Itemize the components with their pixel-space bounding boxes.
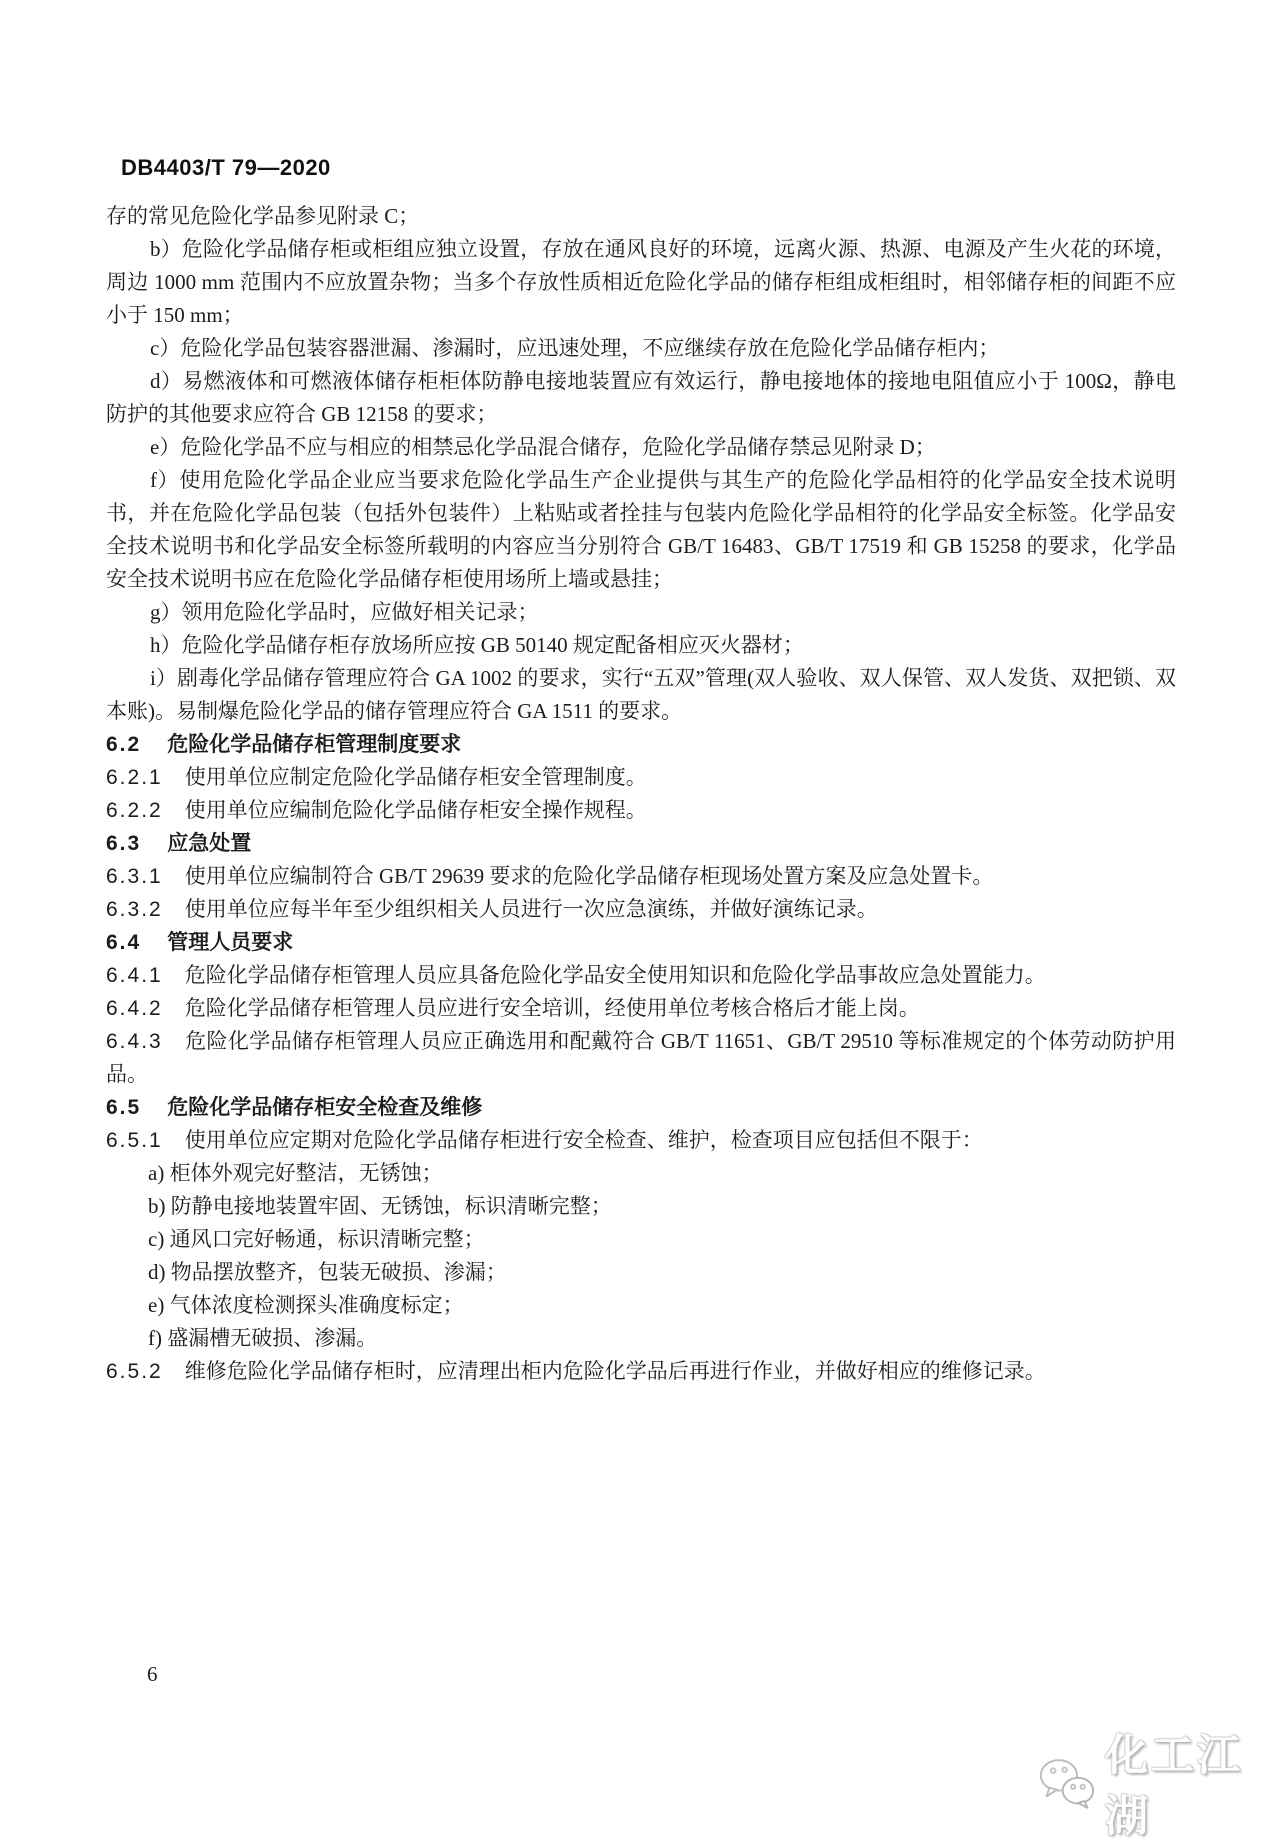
clause-text: 使用单位应每半年至少组织相关人员进行一次应急演练，并做好演练记录。 <box>184 897 878 921</box>
list-item-i: i）剧毒化学品储存管理应符合 GA 1002 的要求，实行“五双”管理(双人验收、双人保管、双人发货、双把锁、双本账)。易制爆危险化学品的储存管理应符合 GA 1511 的要求。 <box>106 666 1176 723</box>
wechat-icon <box>1038 1755 1097 1811</box>
standard-code-header: DB4403/T 79—2020 <box>121 155 331 180</box>
section-title: 应急处置 <box>167 832 252 855</box>
check-item-d: d) 物品摆放整齐，包装无破损、渗漏； <box>148 1260 507 1284</box>
page-number: 6 <box>147 1662 158 1686</box>
section-number: 6.3 <box>106 832 142 855</box>
section-title: 危险化学品储存柜安全检查及维修 <box>167 1096 483 1119</box>
brand-watermark <box>1038 1722 1280 1844</box>
clause-text: 使用单位应编制危险化学品储存柜安全操作规程。 <box>184 798 647 822</box>
clause-text: 危险化学品储存柜管理人员应进行安全培训，经使用单位考核合格后才能上岗。 <box>184 996 920 1020</box>
section-heading-6-3 <box>106 827 1176 860</box>
clause-text: 危险化学品储存柜管理人员应正确选用和配戴符合 GB/T 11651、GB/T 29510 等标准规定的个体劳动防护用品。 <box>106 1029 1176 1086</box>
list-item-f: f）使用危险化学品企业应当要求危险化学品生产企业提供与其生产的危险化学品相符的化学品安全技术说明书，并在危险化学品包装（包括外包装件）上粘贴或者拴挂与包装内危险化学品相符的化学品安全标签。化学品安全技术说明书和化学品安全标签所载明的内容应当分别符合 GB/T 16483、GB/T 17519 和 GB 15258 的要求，化学品安全技术说明书应在危险化学品储存柜使用场所上墙或悬挂； <box>106 468 1176 591</box>
list-item-e: e）危险化学品不应与相应的相禁忌化学品混合储存，危险化学品储存禁忌见附录 D； <box>150 435 936 459</box>
clause-6-2-1 <box>106 761 1176 794</box>
clause-number: 6.4.2 <box>106 997 163 1020</box>
clause-number: 6.5.1 <box>106 1129 163 1152</box>
clause-6-3-1 <box>106 860 1176 893</box>
check-item-b: b) 防静电接地装置牢固、无锈蚀，标识清晰完整； <box>148 1194 612 1218</box>
clause-6-4-1 <box>106 959 1176 992</box>
list-item-b: b）危险化学品储存柜或柜组应独立设置，存放在通风良好的环境，远离火源、热源、电源及产生火花的环境，周边 1000 mm 范围内不应放置杂物；当多个存放性质相近危险化学品的储存柜组成柜组时，相邻储存柜的间距不应小于 150 mm； <box>106 237 1176 327</box>
clause-number: 6.2.1 <box>106 766 163 789</box>
clause-text: 危险化学品储存柜管理人员应具备危险化学品安全使用知识和危险化学品事故应急处置能力。 <box>184 963 1046 987</box>
section-heading-6-2 <box>106 728 1176 761</box>
list-item-g: g）领用危险化学品时，应做好相关记录； <box>150 600 539 624</box>
clause-6-5-1 <box>106 1124 1176 1157</box>
clause-number: 6.3.1 <box>106 865 163 888</box>
list-item-d: d）易燃液体和可燃液体储存柜柜体防静电接地装置应有效运行，静电接地体的接地电阻值应小于 100Ω，静电防护的其他要求应符合 GB 12158 的要求； <box>106 369 1176 426</box>
clause-text: 使用单位应定期对危险化学品储存柜进行安全检查、维护，检查项目应包括但不限于： <box>184 1128 983 1152</box>
section-number: 6.5 <box>106 1096 142 1119</box>
section-title: 危险化学品储存柜管理制度要求 <box>167 733 462 756</box>
section-number: 6.2 <box>106 733 142 756</box>
clause-text: 使用单位应制定危险化学品储存柜安全管理制度。 <box>184 765 647 789</box>
list-item-c: c）危险化学品包装容器泄漏、渗漏时，应迅速处理，不应继续存放在危险化学品储存柜内； <box>150 336 1000 360</box>
clause-number: 6.4.3 <box>106 1030 163 1053</box>
clause-6-5-2 <box>106 1355 1176 1388</box>
document-body <box>106 200 1176 1388</box>
section-title: 管理人员要求 <box>167 931 294 954</box>
clause-number: 6.5.2 <box>106 1360 163 1383</box>
clause-6-3-2 <box>106 893 1176 926</box>
clause-6-4-3 <box>106 1025 1176 1091</box>
clause-text: 使用单位应编制符合 GB/T 29639 要求的危险化学品储存柜现场处置方案及应急处置卡。 <box>184 864 994 888</box>
clause-text: 维修危险化学品储存柜时，应清理出柜内危险化学品后再进行作业，并做好相应的维修记录。 <box>184 1359 1046 1383</box>
section-number: 6.4 <box>106 931 142 954</box>
check-item-e: e) 气体浓度检测探头准确度标定； <box>148 1293 464 1317</box>
section-heading-6-5 <box>106 1091 1176 1124</box>
watermark-label: 化工江湖 <box>1104 1732 1243 1841</box>
paragraph-continuation: 存的常见危险化学品参见附录 C； <box>106 204 420 228</box>
section-heading-6-4 <box>106 926 1176 959</box>
clause-6-4-2 <box>106 992 1176 1025</box>
list-item-h: h）危险化学品储存柜存放场所应按 GB 50140 规定配备相应灭火器材； <box>150 633 804 657</box>
check-item-a: a) 柜体外观完好整洁，无锈蚀； <box>148 1161 443 1185</box>
clause-number: 6.3.2 <box>106 898 163 921</box>
clause-6-2-2 <box>106 794 1176 827</box>
clause-number: 6.2.2 <box>106 799 163 822</box>
check-item-f: f) 盛漏槽无破损、渗漏。 <box>148 1326 378 1350</box>
check-item-c: c) 通风口完好畅通，标识清晰完整； <box>148 1227 485 1251</box>
clause-number: 6.4.1 <box>106 964 163 987</box>
